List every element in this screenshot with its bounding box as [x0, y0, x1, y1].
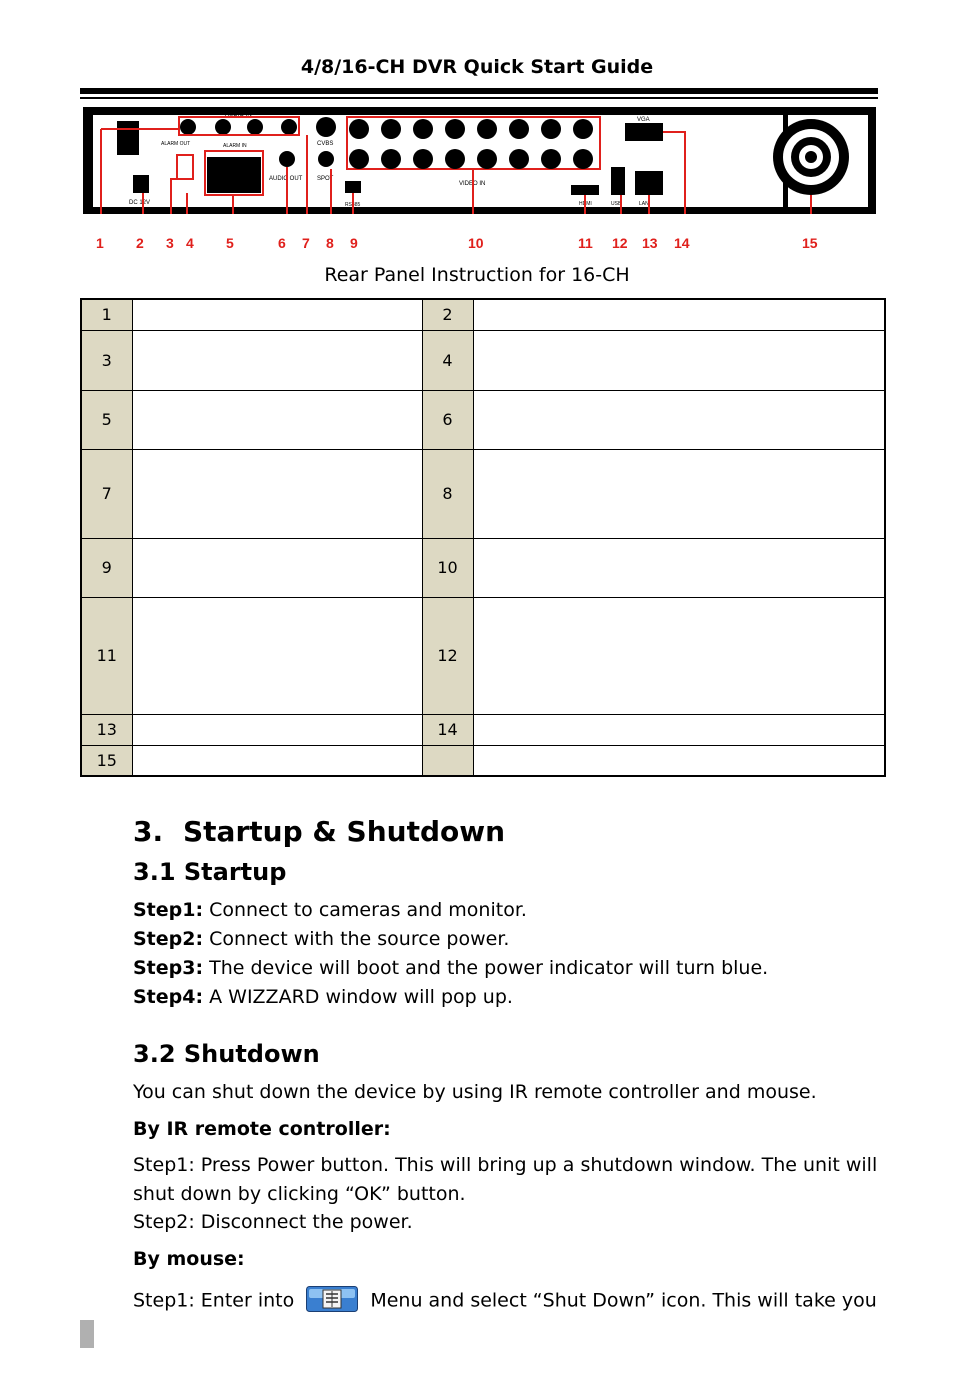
- rs485-label: RS485: [345, 202, 361, 208]
- step-text: Connect with the source power.: [203, 928, 510, 950]
- legend-num: 7: [81, 449, 132, 538]
- legend-num: 1: [81, 299, 132, 330]
- page-footer-bar: [80, 1320, 94, 1348]
- legend-num: 10: [422, 538, 473, 597]
- step-label: Step4:: [133, 986, 204, 1008]
- legend-num: 3: [81, 330, 132, 390]
- legend-desc: [132, 390, 422, 449]
- startup-step: [133, 899, 527, 921]
- callout-6: 6: [278, 235, 286, 251]
- legend-desc: [473, 538, 885, 597]
- callout-12: 12: [612, 235, 628, 251]
- step-text: The device will boot and the power indicator will turn blue.: [203, 957, 769, 979]
- vga-label: VGA: [637, 117, 650, 123]
- section-number: 3.: [133, 815, 164, 848]
- legend-num: 15: [81, 745, 132, 776]
- legend-desc: [473, 390, 885, 449]
- mouse-step1-before: Step1: Enter into: [133, 1289, 295, 1312]
- callout-15: 15: [802, 235, 818, 251]
- rear-panel-image: [83, 107, 876, 214]
- spot-label: SPOT: [317, 176, 334, 182]
- startup-step: [133, 957, 768, 979]
- callout-13: 13: [642, 235, 658, 251]
- figure-caption: Rear Panel Instruction for 16-CH: [324, 264, 630, 286]
- legend-num: [422, 745, 473, 776]
- legend-num: 5: [81, 390, 132, 449]
- legend-desc: [473, 449, 885, 538]
- legend-num: 8: [422, 449, 473, 538]
- callout-9: 9: [350, 235, 358, 251]
- legend-num: 12: [422, 597, 473, 714]
- legend-desc: [132, 745, 422, 776]
- alarm-out-label: ALARM OUT: [161, 141, 191, 147]
- usb-label: USB: [611, 201, 622, 207]
- mouse-heading: By mouse:: [133, 1248, 245, 1270]
- callout-8: 8: [326, 235, 334, 251]
- table-row: [81, 330, 885, 390]
- callout-10: 10: [468, 235, 484, 251]
- section-title: Startup & Shutdown: [183, 815, 506, 848]
- alarm-in-label: ALARM IN: [223, 143, 247, 149]
- callout-1: 1: [96, 235, 104, 251]
- legend-desc: [132, 330, 422, 390]
- legend-desc: [473, 745, 885, 776]
- table-row: [81, 538, 885, 597]
- legend-desc: [132, 714, 422, 745]
- ir-step2: Step2: Disconnect the power.: [133, 1211, 413, 1233]
- page-header-title: 4/8/16-CH DVR Quick Start Guide: [300, 56, 654, 78]
- rear-panel-legend-table: [80, 298, 886, 777]
- callout-14: 14: [674, 235, 690, 251]
- shutdown-intro: You can shut down the device by using IR remote controller and mouse.: [133, 1081, 817, 1103]
- step-label: Step3:: [133, 957, 204, 979]
- step-label: Step1:: [133, 899, 204, 921]
- legend-num: 13: [81, 714, 132, 745]
- section-heading: [133, 815, 505, 848]
- legend-desc: [473, 597, 885, 714]
- legend-desc: [132, 449, 422, 538]
- mouse-step1: [133, 1286, 877, 1316]
- ir-heading: By IR remote controller:: [133, 1118, 391, 1140]
- callout-7: 7: [302, 235, 310, 251]
- callout-3: 3: [166, 235, 174, 251]
- legend-desc: [132, 299, 422, 330]
- header-rule-thin: [80, 97, 878, 99]
- lan-label: LAN: [639, 201, 649, 207]
- shutdown-heading: 3.2 Shutdown: [133, 1040, 320, 1068]
- table-row: [81, 299, 885, 330]
- legend-num: 14: [422, 714, 473, 745]
- video-in-label: VIDEO IN: [459, 181, 486, 187]
- callout-2: 2: [136, 235, 144, 251]
- legend-desc: [132, 597, 422, 714]
- legend-num: 4: [422, 330, 473, 390]
- legend-num: 11: [81, 597, 132, 714]
- table-row: [81, 714, 885, 745]
- header-rule: [80, 88, 878, 94]
- table-row: [81, 745, 885, 776]
- callout-4: 4: [186, 235, 194, 251]
- startup-step: [133, 986, 513, 1008]
- audio-in-label: AUDIO IN: [225, 112, 252, 118]
- audio-out-label: AUDIO OUT: [269, 176, 303, 182]
- ir-step1-line1: Step1: Press Power button. This will bring up a shutdown window. The unit will: [133, 1154, 878, 1176]
- ir-step1-line2: shut down by clicking “OK” button.: [133, 1183, 466, 1205]
- legend-desc: [473, 714, 885, 745]
- table-row: [81, 390, 885, 449]
- legend-desc: [473, 330, 885, 390]
- legend-desc: [132, 538, 422, 597]
- legend-num: 9: [81, 538, 132, 597]
- callout-11: 11: [578, 235, 593, 251]
- legend-desc: [473, 299, 885, 330]
- step-text: Connect to cameras and monitor.: [203, 899, 527, 921]
- callout-numbers: [80, 214, 880, 254]
- hdmi-label: HDMI: [579, 201, 592, 207]
- table-row: [81, 449, 885, 538]
- legend-num: 6: [422, 390, 473, 449]
- menu-icon: [306, 1286, 358, 1312]
- dc-label: DC 12V: [129, 200, 151, 206]
- step-label: Step2:: [133, 928, 204, 950]
- mouse-step1-after: Menu and select “Shut Down” icon. This will take you: [370, 1289, 877, 1312]
- startup-heading: 3.1 Startup: [133, 858, 287, 886]
- legend-num: 2: [422, 299, 473, 330]
- startup-step: [133, 928, 509, 950]
- step-text: A WIZZARD window will pop up.: [203, 986, 513, 1008]
- cvbs-label: CVBS: [317, 141, 334, 147]
- callout-5: 5: [226, 235, 234, 251]
- table-row: [81, 597, 885, 714]
